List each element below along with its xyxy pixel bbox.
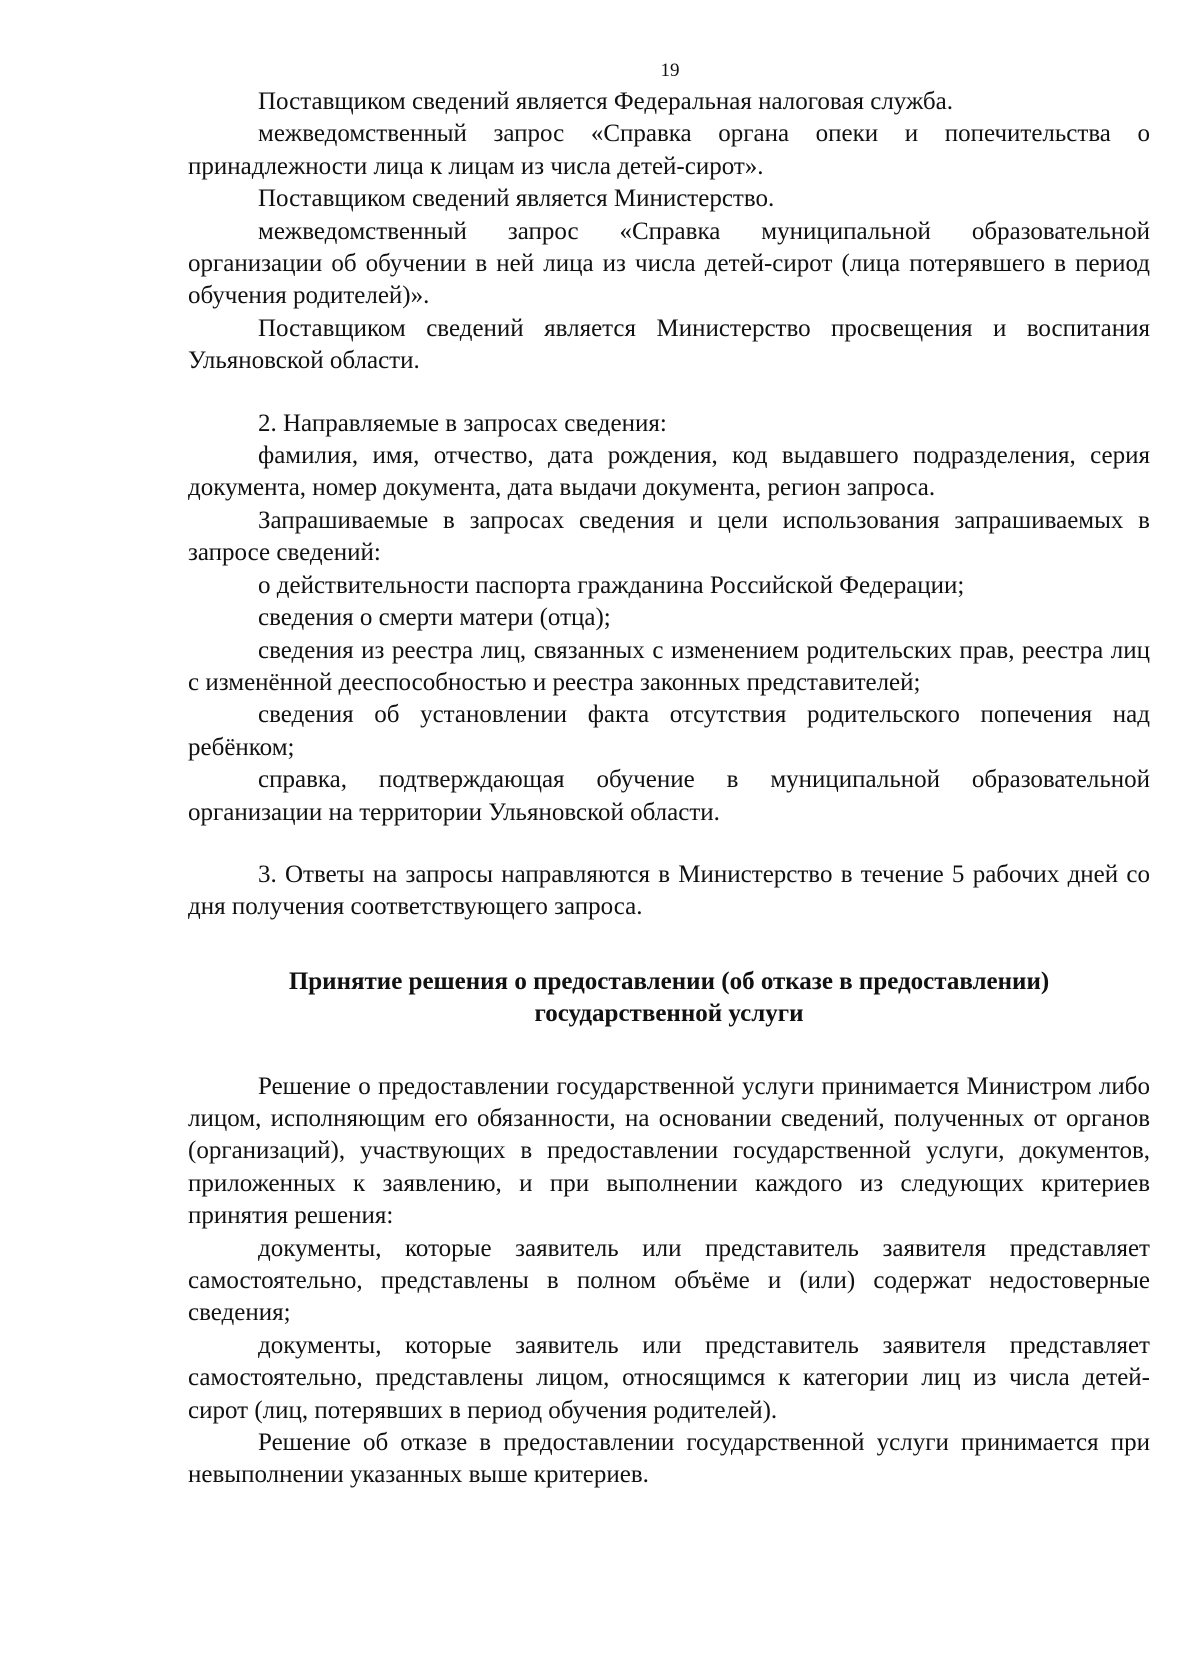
paragraph-gap <box>188 378 1150 408</box>
paragraph: справка, подтверждающая обучение в муниципальной образовательной организации на территории Ульяновской области. <box>188 766 1150 826</box>
section-heading-line-1: Принятие решения о предоставлении (об отказе в предоставлении) <box>288 967 1050 995</box>
paragraph: сведения об установлении факта отсутствия родительского попечения над ребёнком; <box>188 701 1150 761</box>
paragraph: Запрашиваемые в запросах сведения и цели использования запрашиваемых в запросе сведений: <box>188 506 1150 567</box>
section-heading-line-2: государственной услуги <box>534 1000 804 1028</box>
paragraph: Решение об отказе в предоставлении государственной услуги принимается при невыполнении указанных выше критериев. <box>188 1429 1150 1489</box>
paragraph: документы, которые заявитель или представитель заявителя представляет самостоятельно, представлены лицом, относящимся к категории лиц из числа детей-сирот (лиц, потерявших в период обучения родителей). <box>188 1331 1150 1424</box>
section-title: 2. Направляемые в запросах сведения: <box>258 409 667 437</box>
paragraph: Поставщиком сведений является Федеральная налоговая служба. <box>258 88 953 115</box>
heading-gap <box>188 1031 1150 1071</box>
paragraph-gap <box>188 829 1150 859</box>
paragraph: сведения о смерти матери (отца); <box>258 604 611 632</box>
page-number: 19 <box>660 60 680 81</box>
paragraph: межведомственный запрос «Справка органа опеки и попечительства о принадлежности лица к лицам из числа детей-сирот». <box>188 120 1150 180</box>
heading-gap <box>188 924 1150 966</box>
paragraph: Поставщиком сведений является Министерство просвещения и воспитания Ульяновской области. <box>188 314 1150 375</box>
paragraph: Поставщиком сведений является Министерство. <box>258 185 775 213</box>
paragraph: документы, которые заявитель или представитель заявителя представляет самостоятельно, представлены в полном объёме и (или) содержат недостоверные сведения; <box>188 1234 1150 1327</box>
paragraph: 3. Ответы на запросы направляются в Министерство в течение 5 рабочих дней со дня получения соответствующего запроса. <box>188 860 1150 921</box>
paragraph: Решение о предоставлении государственной услуги принимается Министром либо лицом, исполняющим его обязанности, на основании сведений, полученных от органов (организаций), участвующих в предоставлении государственной услуги, документов, приложенных к заявлению, и при выполнении каждого из следующих критериев принятия решения: <box>188 1072 1150 1230</box>
paragraph: межведомственный запрос «Справка муниципальной образовательной организации об обучении в ней лица из числа детей-сирот (лица потерявшего в период обучения родителей)». <box>188 217 1150 310</box>
document-body <box>188 86 1150 1492</box>
paragraph: фамилия, имя, отчество, дата рождения, код выдавшего подразделения, серия документа, номер документа, дата выдачи документа, регион запроса. <box>188 442 1150 502</box>
paragraph: о действительности паспорта гражданина Российской Федерации; <box>258 571 965 599</box>
paragraph: сведения из реестра лиц, связанных с изменением родительских прав, реестра лиц с изменённой дееспособностью и реестра законных представителей; <box>188 636 1150 696</box>
